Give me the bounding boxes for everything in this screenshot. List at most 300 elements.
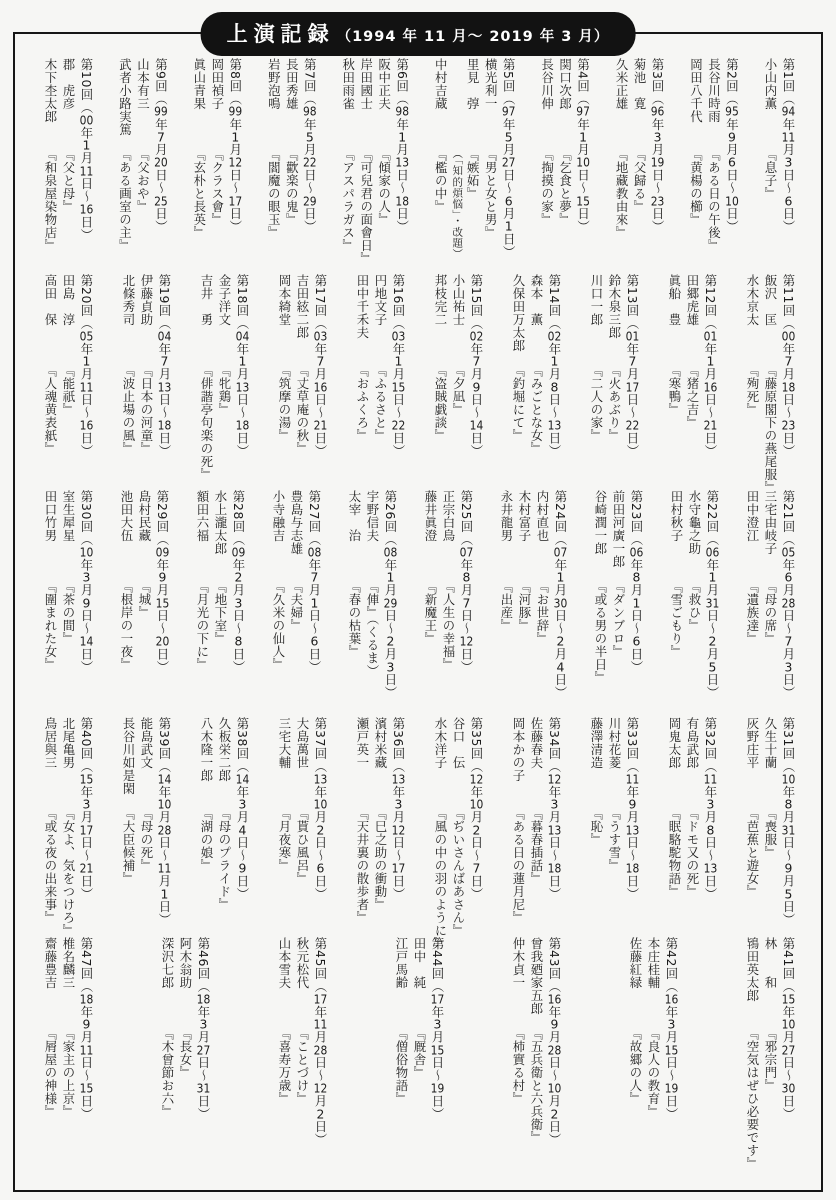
work [354, 274, 371, 509]
author-name: 久米正雄 [614, 58, 630, 110]
author-name: 田口竹男 [43, 490, 58, 542]
play-title: 『湖の娘』 [199, 807, 214, 872]
play-title: 『茶の間』 [61, 580, 76, 645]
author-name: 岸田國士 [358, 58, 374, 110]
record-entry [431, 58, 517, 293]
play-title: 『ことづけ』 [295, 1027, 310, 1105]
play-title: 『父おや』 [135, 148, 151, 213]
play-title: 『丈草庵の秋』 [295, 364, 310, 455]
work [528, 274, 545, 509]
entry-number-date: 第4回（97年1月10日～15日） [575, 58, 591, 234]
work [510, 274, 527, 509]
record-entry [497, 490, 569, 725]
entry-number-date: 第7回（98年5月22日～29日） [302, 58, 318, 234]
record-entry [612, 58, 666, 293]
work [539, 58, 556, 293]
author-name: 邦枝完二 [433, 274, 448, 326]
author-name: 横光利一 [483, 58, 499, 110]
work [288, 490, 305, 725]
record-entry [269, 490, 323, 725]
record-row-1 [41, 58, 797, 265]
author-name: 関口次郎 [557, 58, 573, 110]
work [42, 937, 59, 1172]
work [42, 274, 59, 509]
play-title: 『家主の上京』 [61, 1027, 76, 1118]
author-name: 岡田八千代 [688, 58, 704, 123]
play-title: 『故郷の人』 [628, 1027, 643, 1105]
work [209, 58, 226, 293]
work [706, 58, 723, 293]
play-title: 『檻の中』 [433, 148, 449, 213]
author-name: 鴇田英太郎 [745, 937, 760, 1002]
work [762, 274, 779, 509]
author-name: 郡 虎彦 [61, 58, 76, 110]
author-name: 佐藤春夫 [529, 717, 544, 769]
record-entry [115, 58, 169, 293]
record-entry [190, 58, 244, 293]
play-title: 『藤原閣下の燕尾服』 [763, 364, 778, 494]
play-title: 『筑摩の湯』 [277, 364, 292, 442]
entry-number-date: 第26回（08年1月29日～2月3日） [383, 490, 398, 699]
work [60, 717, 77, 952]
play-title: 『父と母』 [61, 148, 76, 213]
author-name: 岡鬼太郎 [667, 717, 682, 769]
work [668, 490, 685, 725]
author-name: 久板栄二郎 [217, 717, 232, 782]
work [588, 717, 605, 952]
entry-number-date: 第17回（03年7月16日～21日） [313, 274, 328, 458]
work [276, 717, 293, 952]
entry-number-date: 第25回（07年8月7日～12日） [459, 490, 474, 674]
author-name: 吉田絃二郎 [295, 274, 310, 339]
play-title: 『屑屋の神様』 [43, 1027, 58, 1118]
play-title: 『俥』（くるま） [365, 580, 380, 678]
work [340, 58, 357, 293]
author-name: 鳥居與三 [43, 717, 58, 769]
work [346, 490, 363, 725]
record-entry [743, 717, 797, 952]
author-name: 正宗白鳥 [441, 490, 456, 542]
author-name: 水木洋子 [433, 717, 448, 769]
author-name: 豊島与志雄 [289, 490, 304, 555]
author-name: 木下杢太郎 [43, 58, 58, 123]
entry-number-date: 第18回（04年1月13日～18日） [235, 274, 250, 458]
work [688, 58, 705, 293]
work [198, 717, 215, 952]
author-name: 高田 保 [43, 274, 58, 326]
author-name: 岡本綺堂 [277, 274, 292, 326]
author-name: 菊池 寛 [632, 58, 648, 110]
work [212, 490, 229, 725]
play-title: 『ぢいさんばあさん』 [451, 807, 466, 937]
author-name: 能島武文 [139, 717, 154, 769]
work [216, 717, 233, 952]
author-name: 田中千禾夫 [355, 274, 370, 339]
work [372, 717, 389, 952]
play-title: 『長女』 [178, 1027, 193, 1079]
play-title: 『出産』 [499, 580, 514, 632]
work [364, 490, 381, 725]
author-name: 池田大伍 [119, 490, 134, 542]
work [358, 58, 375, 293]
entry-number-date: 第8回（99年1月12日～17日） [227, 58, 243, 234]
play-title: 『地下室』 [213, 580, 228, 645]
author-name: 長田秀雄 [284, 58, 300, 110]
author-name: 内村直也 [535, 490, 550, 542]
work [440, 490, 457, 725]
entry-number-date: 第29回（09年9月15日～20日） [155, 490, 170, 674]
play-title: 『暮春插話』 [529, 807, 544, 885]
work [265, 58, 282, 293]
play-title: 『ある画室の主』 [117, 148, 133, 252]
work [294, 274, 311, 509]
work [42, 717, 59, 952]
entry-number-date: 第28回（09年2月3日～8日） [231, 490, 246, 674]
work [60, 274, 77, 509]
author-name: 江戸馬齢 [394, 937, 409, 989]
record-row-2 [41, 274, 797, 494]
record-entry [264, 58, 318, 293]
entry-number-date: 第5回（97年5月27日～6月1日） [501, 58, 517, 259]
record-entry [509, 937, 563, 1172]
record-entry [117, 490, 171, 725]
author-name: 水上瀧太郎 [213, 490, 228, 555]
record-entry [587, 717, 641, 952]
author-name: 小山内薫 [762, 58, 778, 110]
play-title: 『風の中の羽のように』 [433, 807, 448, 950]
author-name: 有島武郎 [685, 717, 700, 769]
author-name: 長谷川伸 [539, 58, 555, 110]
play-title: 『厩舎』 [412, 1027, 427, 1079]
play-title: 『寒鴨』 [667, 364, 682, 416]
author-name: 灰野庄平 [745, 717, 760, 769]
work [294, 937, 311, 1172]
work [42, 58, 59, 293]
play-title: 『乞食と夢』 [557, 148, 573, 226]
author-name: 三宅由岐子 [763, 490, 778, 555]
work [432, 58, 449, 293]
author-name: 川口一郎 [589, 274, 604, 326]
play-title: 『月光の下に』 [195, 580, 210, 671]
play-title: 『五兵衛と六兵衛』 [529, 1027, 544, 1144]
entry-number-date: 第35回（12年10月2日～7日） [469, 717, 484, 901]
play-title: 『救ひ』 [687, 580, 702, 632]
play-title: 『恥』 [589, 807, 604, 846]
records [41, 58, 797, 1180]
work [684, 274, 701, 509]
author-name: 阪中正夫 [376, 58, 392, 110]
author-name: 岩野泡鳴 [266, 58, 282, 110]
entry-number-date: 第30回（10年3月9日～14日） [79, 490, 94, 674]
entry-number-date: 第16回（03年1月15日～22日） [391, 274, 406, 458]
author-name: 川村花菱 [607, 717, 622, 769]
entry-number-date: 第38回（14年3月4日～9日） [235, 717, 250, 901]
play-title: 『根岸の一夜』 [119, 580, 134, 671]
record-row-4 [41, 717, 797, 950]
play-title: 『殉死』 [745, 364, 760, 416]
record-entry [275, 717, 329, 952]
record-entry [665, 717, 719, 952]
entry-number-date: 第15回（02年7月9日～14日） [469, 274, 484, 458]
play-title: 『可兒君の面會日』 [358, 148, 374, 265]
work [138, 717, 155, 952]
entry-number-date: 第21回（05年6月28日～7月3日） [781, 490, 796, 699]
work [372, 274, 389, 509]
work [744, 274, 761, 509]
author-name: 宇野信夫 [365, 490, 380, 542]
work [376, 58, 393, 293]
author-name: 水木京太 [745, 274, 760, 326]
play-title: 『母のプライド』 [217, 807, 232, 911]
record-entry [345, 490, 399, 725]
work [118, 490, 135, 725]
record-entry [421, 490, 475, 725]
entry-number-date: 第22回（06年1月31日～2月5日） [705, 490, 720, 699]
record-entry [339, 58, 411, 293]
work [744, 717, 761, 952]
play-title: 『黄楊の櫛』 [688, 148, 704, 226]
author-name: 深沢七郎 [160, 937, 175, 989]
play-title: 『父歸る』 [632, 148, 648, 213]
play-title: 『盗賊戯談』 [433, 364, 448, 442]
entry-number-date: 第2回（95年9月6日～10日） [724, 58, 740, 234]
author-name: 長谷川時雨 [706, 58, 722, 123]
entry-number-date: 第19回（04年7月13日～18日） [157, 274, 172, 458]
author-name: 岡田禎子 [209, 58, 225, 110]
play-title: 『二人の家』 [589, 364, 604, 442]
entry-number-date: 第43回（16年9月28日～10月2日） [547, 937, 562, 1146]
play-title: 『嫉妬』 [465, 148, 481, 200]
author-name: 仲木貞一 [511, 937, 526, 989]
record-entry [667, 490, 721, 725]
work [198, 274, 215, 509]
author-name: 田郷虎雄 [685, 274, 700, 326]
work [510, 937, 527, 1172]
author-name: 室生犀星 [61, 490, 76, 542]
author-name: 阿木翁助 [178, 937, 193, 989]
record-entry [392, 937, 446, 1172]
author-name: 濱村米藏 [373, 717, 388, 769]
author-name: 秋田雨雀 [340, 58, 356, 110]
work [294, 717, 311, 952]
play-title: 『地藏教由來』 [614, 148, 630, 239]
work [534, 490, 551, 725]
work [116, 58, 133, 293]
author-name: 木村富子 [517, 490, 532, 542]
work [482, 58, 499, 293]
work [464, 58, 481, 293]
work-note: （「知的煩悩」・改題） [451, 148, 464, 260]
author-name: 林 和 [763, 937, 778, 989]
record-entry [197, 274, 251, 509]
play-title: 『春の枯葉』 [347, 580, 362, 658]
work [762, 58, 779, 293]
record-entry [626, 937, 680, 1172]
work [136, 490, 153, 725]
play-title: 『柿實る村』 [511, 1027, 526, 1105]
work [528, 717, 545, 952]
play-title: 『ある日の午後』 [706, 148, 722, 252]
work [191, 58, 208, 293]
author-name: 円地文子 [373, 274, 388, 326]
author-name: 眞山青果 [191, 58, 207, 110]
work [393, 937, 410, 1172]
play-title: 『芭蕉と遊女』 [745, 807, 760, 898]
record-entry [431, 717, 485, 952]
play-title: 『ある日の蓮月尼』 [511, 807, 526, 924]
record-row-5 [41, 937, 797, 1170]
author-name: 吉井 勇 [199, 274, 214, 326]
play-title: 『人生の幸福』 [441, 580, 456, 671]
author-name: 藤井眞澄 [423, 490, 438, 542]
author-name: 田中 純 [412, 937, 427, 989]
author-name: 谷口 伝 [451, 717, 466, 769]
record-entry [197, 717, 251, 952]
play-title: 『男と女と男』 [483, 148, 499, 239]
work [432, 717, 449, 952]
entry-number-date: 第3回（96年3月19日～23日） [650, 58, 666, 234]
author-name: 額田六福 [195, 490, 210, 542]
record-entry [275, 274, 329, 509]
author-name: 山本雪夫 [277, 937, 292, 989]
work [216, 274, 233, 509]
play-title: 『みごとな女』 [529, 364, 544, 455]
author-name: 武者小路実篤 [117, 58, 133, 136]
entry-number-date: 第24回（07年1月30日～2月4日） [553, 490, 568, 699]
author-name: 鈴木泉三郎 [607, 274, 622, 339]
author-name: 久保田万太郎 [511, 274, 526, 352]
play-title: 『久米の仙人』 [271, 580, 286, 671]
work [159, 937, 176, 1172]
play-title: 『夫婦』 [289, 580, 304, 632]
work [450, 274, 467, 509]
record-entry [41, 937, 95, 1172]
entry-number-date: 第41回（15年10月27日～30日） [781, 937, 796, 1121]
play-title: 『お世辞』 [535, 580, 550, 645]
play-title: 『波止場の風』 [121, 364, 136, 455]
play-title: 『新魔王』 [423, 580, 438, 645]
record-entry [41, 274, 95, 509]
author-name: 本庄桂輔 [646, 937, 661, 989]
work [613, 58, 630, 293]
record-entry [41, 490, 95, 725]
record-entry [509, 274, 563, 509]
entry-number-date: 第11回（00年7月18日～23日） [781, 274, 796, 458]
work [270, 490, 287, 725]
work [276, 937, 293, 1172]
work [592, 490, 609, 725]
author-name: 齋藤豊吉 [43, 937, 58, 989]
page-title-text: 上演記録 [226, 22, 335, 46]
entry-number-date: 第20回（05年1月11日～16日） [79, 274, 94, 458]
work [432, 274, 449, 509]
record-entry [743, 490, 797, 725]
work [645, 937, 662, 1172]
work [60, 937, 77, 1172]
work [744, 937, 761, 1172]
author-name: 田島 淳 [61, 274, 76, 326]
record-entry [119, 717, 173, 952]
play-title: 『おふくろ』 [355, 364, 370, 442]
entry-number-date: 第6回（98年1月13日～18日） [394, 58, 410, 234]
work [138, 274, 155, 509]
play-title: 『牝鶏』 [217, 364, 232, 416]
author-name: 永井龍男 [499, 490, 514, 542]
work [60, 58, 77, 293]
author-name: 眞船 豊 [667, 274, 682, 326]
play-title: 『傾家の人』 [376, 148, 392, 226]
play-title: 『玄朴と長英』 [191, 148, 207, 239]
entry-number-date: 第27回（08年7月1日～6日） [307, 490, 322, 674]
record-entry [158, 937, 212, 1172]
play-title: 『喜寿万歳』 [277, 1027, 292, 1105]
play-title: 『火あぶり』 [607, 364, 622, 442]
record-row-3 [41, 490, 797, 699]
entry-number-date: 第47回（18年9月11日～15日） [79, 937, 94, 1121]
author-name: 三宅大輔 [277, 717, 292, 769]
record-entry [761, 58, 797, 293]
play-title: 『遺族達』 [745, 580, 760, 645]
author-name: 島村民藏 [137, 490, 152, 542]
work [686, 490, 703, 725]
play-title: 『釣堀にて』 [511, 364, 526, 442]
play-title: 『巳之助の衝動』 [373, 807, 388, 911]
record-entry [687, 58, 741, 293]
play-title: 『閻魔の眼玉』 [266, 148, 282, 239]
work [557, 58, 574, 293]
work [516, 490, 533, 725]
entry-number-date: 第23回（06年8月1日～6日） [629, 490, 644, 674]
work [684, 717, 701, 952]
author-name: 秋元松代 [295, 937, 310, 989]
record-entry [743, 937, 797, 1172]
author-name: 瀬戸英一 [355, 717, 370, 769]
work [744, 490, 761, 725]
work [588, 274, 605, 509]
play-title: 『ふるさと』 [373, 364, 388, 442]
play-title: 『掏摸の家』 [539, 148, 555, 226]
record-entry [665, 274, 719, 509]
work [411, 937, 428, 1172]
play-title: 『城』 [137, 580, 152, 619]
record-entry [275, 937, 329, 1172]
play-title: 『大臣候補』 [121, 807, 136, 885]
record-entry [41, 58, 95, 293]
author-name: 北條秀司 [121, 274, 136, 326]
author-name: 山本有三 [135, 58, 151, 110]
work [528, 937, 545, 1172]
record-entry [193, 490, 247, 725]
author-name: 小寺融吉 [271, 490, 286, 542]
work [354, 717, 371, 952]
work [60, 490, 77, 725]
work [631, 58, 648, 293]
play-title: 『眠駱駝物語』 [667, 807, 682, 898]
entry-number-date: 第45回（17年11月28日～12月2日） [313, 937, 328, 1146]
work [177, 937, 194, 1172]
author-name: 八木隆一郎 [199, 717, 214, 782]
play-title: 『俳諧亭句楽の死』 [199, 364, 214, 481]
play-title: 『ダンブロ』 [611, 580, 626, 658]
page-title-range: （1994 年 11 月～ 2019 年 3 月） [336, 29, 610, 45]
play-title: 『和泉屋染物店』 [43, 148, 58, 252]
play-title: 『河豚』 [517, 580, 532, 632]
play-title: 『貰ひ風呂』 [295, 807, 310, 885]
work [450, 717, 467, 952]
play-title: 『猪之吉』 [685, 364, 700, 429]
author-name: 里見 弴 [465, 58, 481, 110]
work [283, 58, 300, 293]
